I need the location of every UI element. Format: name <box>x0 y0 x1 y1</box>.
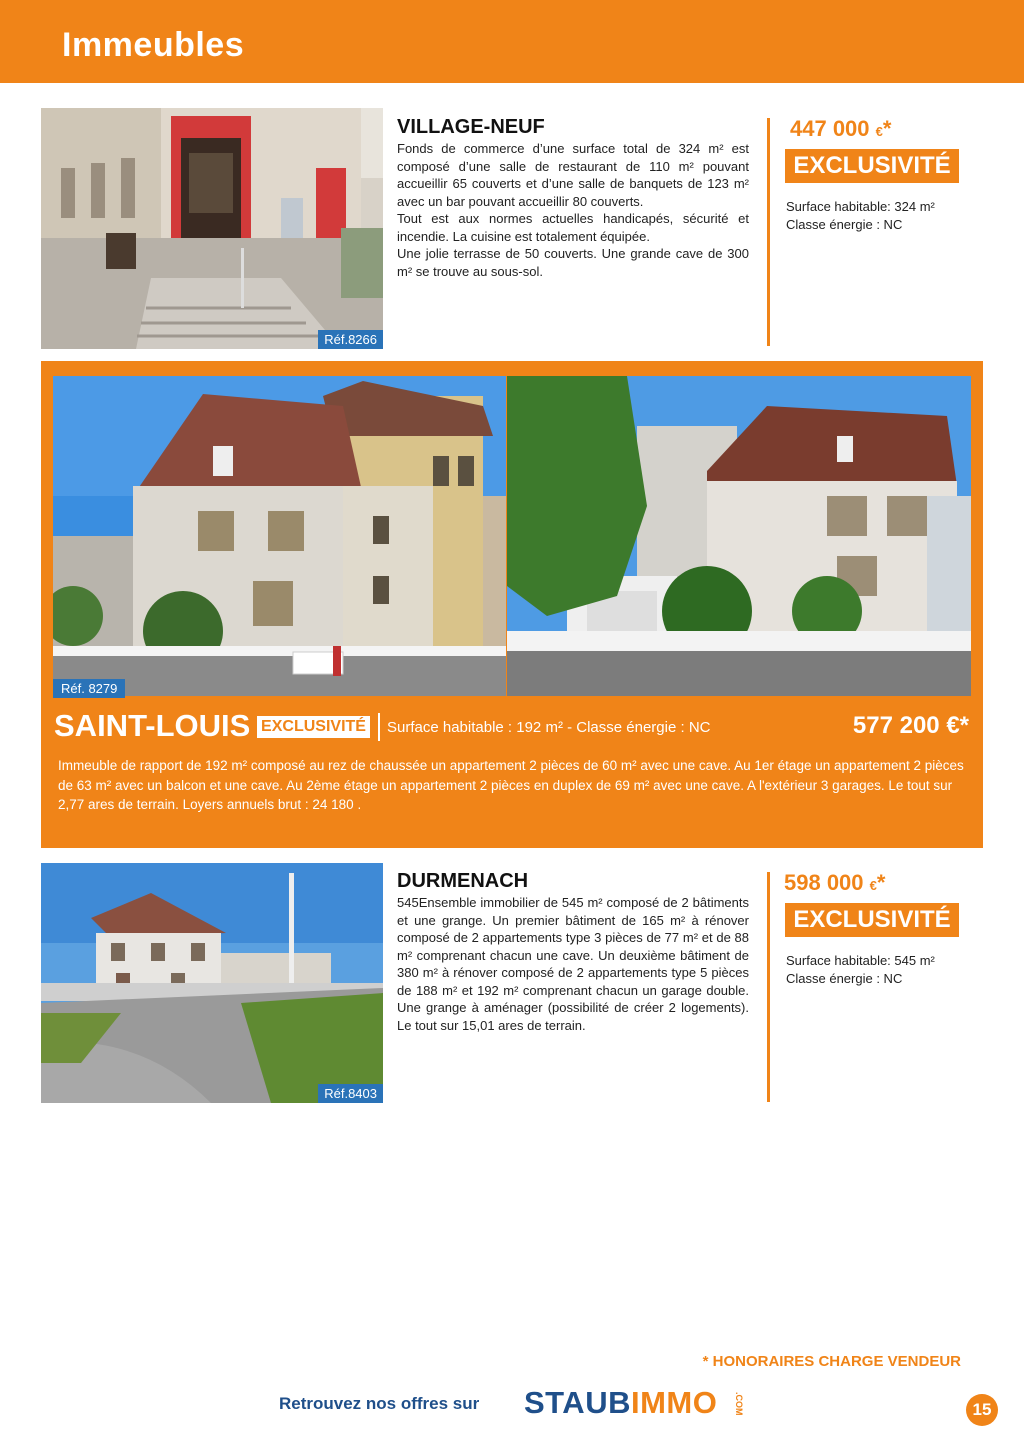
listing-city: SAINT-LOUIS <box>54 708 251 743</box>
page-header <box>0 0 1024 83</box>
divider-line <box>378 713 380 741</box>
listing-description: 545Ensemble immobilier de 545 m² composé de 2 bâtiments et une grange. Un premier bâtiment de 165 m² à rénover composé de 2 appartements type 3 pièces de 77 m² et de 88 m² comprenant chacun une cave. Un deuxième bâtiment de 380 m² à rénover composé de 2 appartements type 5 pièces de 188 m² et 192 m² comprenant chacun un garage double. Une grange à aménager (possibilité de créer 2 logements). Le tout sur 15,01 ares de terrain. <box>397 895 749 1033</box>
listing-photo-village-neuf <box>41 108 383 349</box>
fees-note: * HONORAIRES CHARGE VENDEUR <box>702 1353 961 1370</box>
listing-specs <box>786 198 935 234</box>
price-asterisk: * <box>876 870 886 895</box>
listing-description <box>397 140 749 280</box>
energy-class-text: Classe énergie : NC <box>786 971 903 986</box>
staubimmo-logo[interactable] <box>524 1385 744 1425</box>
exclusivity-badge: EXCLUSIVITÉ <box>257 716 370 738</box>
apartment-building-side-photo <box>507 376 971 696</box>
listing-price: 577 200 €* <box>852 712 969 739</box>
house-photo <box>41 863 383 1103</box>
listing-city: VILLAGE-NEUF <box>397 116 545 138</box>
listing-photo-durmenach <box>41 863 383 1103</box>
find-offers-text: Retrouvez nos offres sur <box>279 1394 480 1413</box>
divider-line <box>767 118 770 346</box>
surface-text: Surface habitable: 324 m² <box>786 199 935 214</box>
listing-specs <box>786 952 935 988</box>
apartment-building-photo <box>53 376 506 696</box>
page-number: 15 <box>966 1394 998 1426</box>
logo-suffix: .COM <box>734 1392 744 1416</box>
listing-specs: Surface habitable : 192 m² - Classe énergie : NC <box>387 719 711 736</box>
price-currency: € <box>869 878 877 893</box>
reference-tag: Réf.8403 <box>318 1084 383 1103</box>
energy-class-text: Classe énergie : NC <box>786 217 903 232</box>
reference-tag: Réf. 8279 <box>53 679 125 698</box>
exclusivity-badge: EXCLUSIVITÉ <box>785 149 959 183</box>
description-paragraph: Fonds de commerce d’une surface total de 324 m² est composé d’une salle de restaurant de 110 m² pouvant accueillir 65 couverts et d’une salle de banquets de 123 m² avec un bar pouvant accueillir 80 couverts. <box>397 141 749 209</box>
listing-photo-saint-louis-side <box>507 376 971 696</box>
listing-price <box>784 870 885 896</box>
price-asterisk: * <box>882 116 892 141</box>
description-paragraph: Tout est aux normes actuelles handicapés, sécurité et incendie. La cuisine est totalement équipée. <box>397 211 749 244</box>
listing-description: Immeuble de rapport de 192 m² composé au rez de chaussée un appartement 2 pièces de 60 m² avec une cave. Au 1er étage un appartement 2 pièces de 63 m² avec un balcon et une cave. Au 2ème étage un appartement 2 pièces en duplex de 69 m² avec une cave. A l'extérieur 3 garages. Le tout sur 2,77 ares de terrain. Loyers annuels brut : 24 180 . <box>58 758 964 812</box>
logo-part-staub: STAUB <box>524 1385 631 1420</box>
surface-text: Surface habitable: 545 m² <box>786 953 935 968</box>
logo-part-immo: IMMO <box>630 1385 718 1420</box>
restaurant-building-photo <box>41 108 383 349</box>
divider-line <box>767 872 770 1102</box>
price-value: 447 000 <box>790 116 870 141</box>
price-currency: € <box>875 124 883 139</box>
page-title: Immeubles <box>62 26 245 64</box>
listing-price <box>790 116 891 142</box>
listing-city: DURMENACH <box>397 870 529 892</box>
listing-photo-saint-louis-front <box>53 376 506 696</box>
description-paragraph: Une jolie terrasse de 50 couverts. Une grande cave de 300 m² se trouve au sous-sol. <box>397 246 749 279</box>
reference-tag: Réf.8266 <box>318 330 383 349</box>
price-value: 598 000 <box>784 870 864 895</box>
exclusivity-badge: EXCLUSIVITÉ <box>785 903 959 937</box>
